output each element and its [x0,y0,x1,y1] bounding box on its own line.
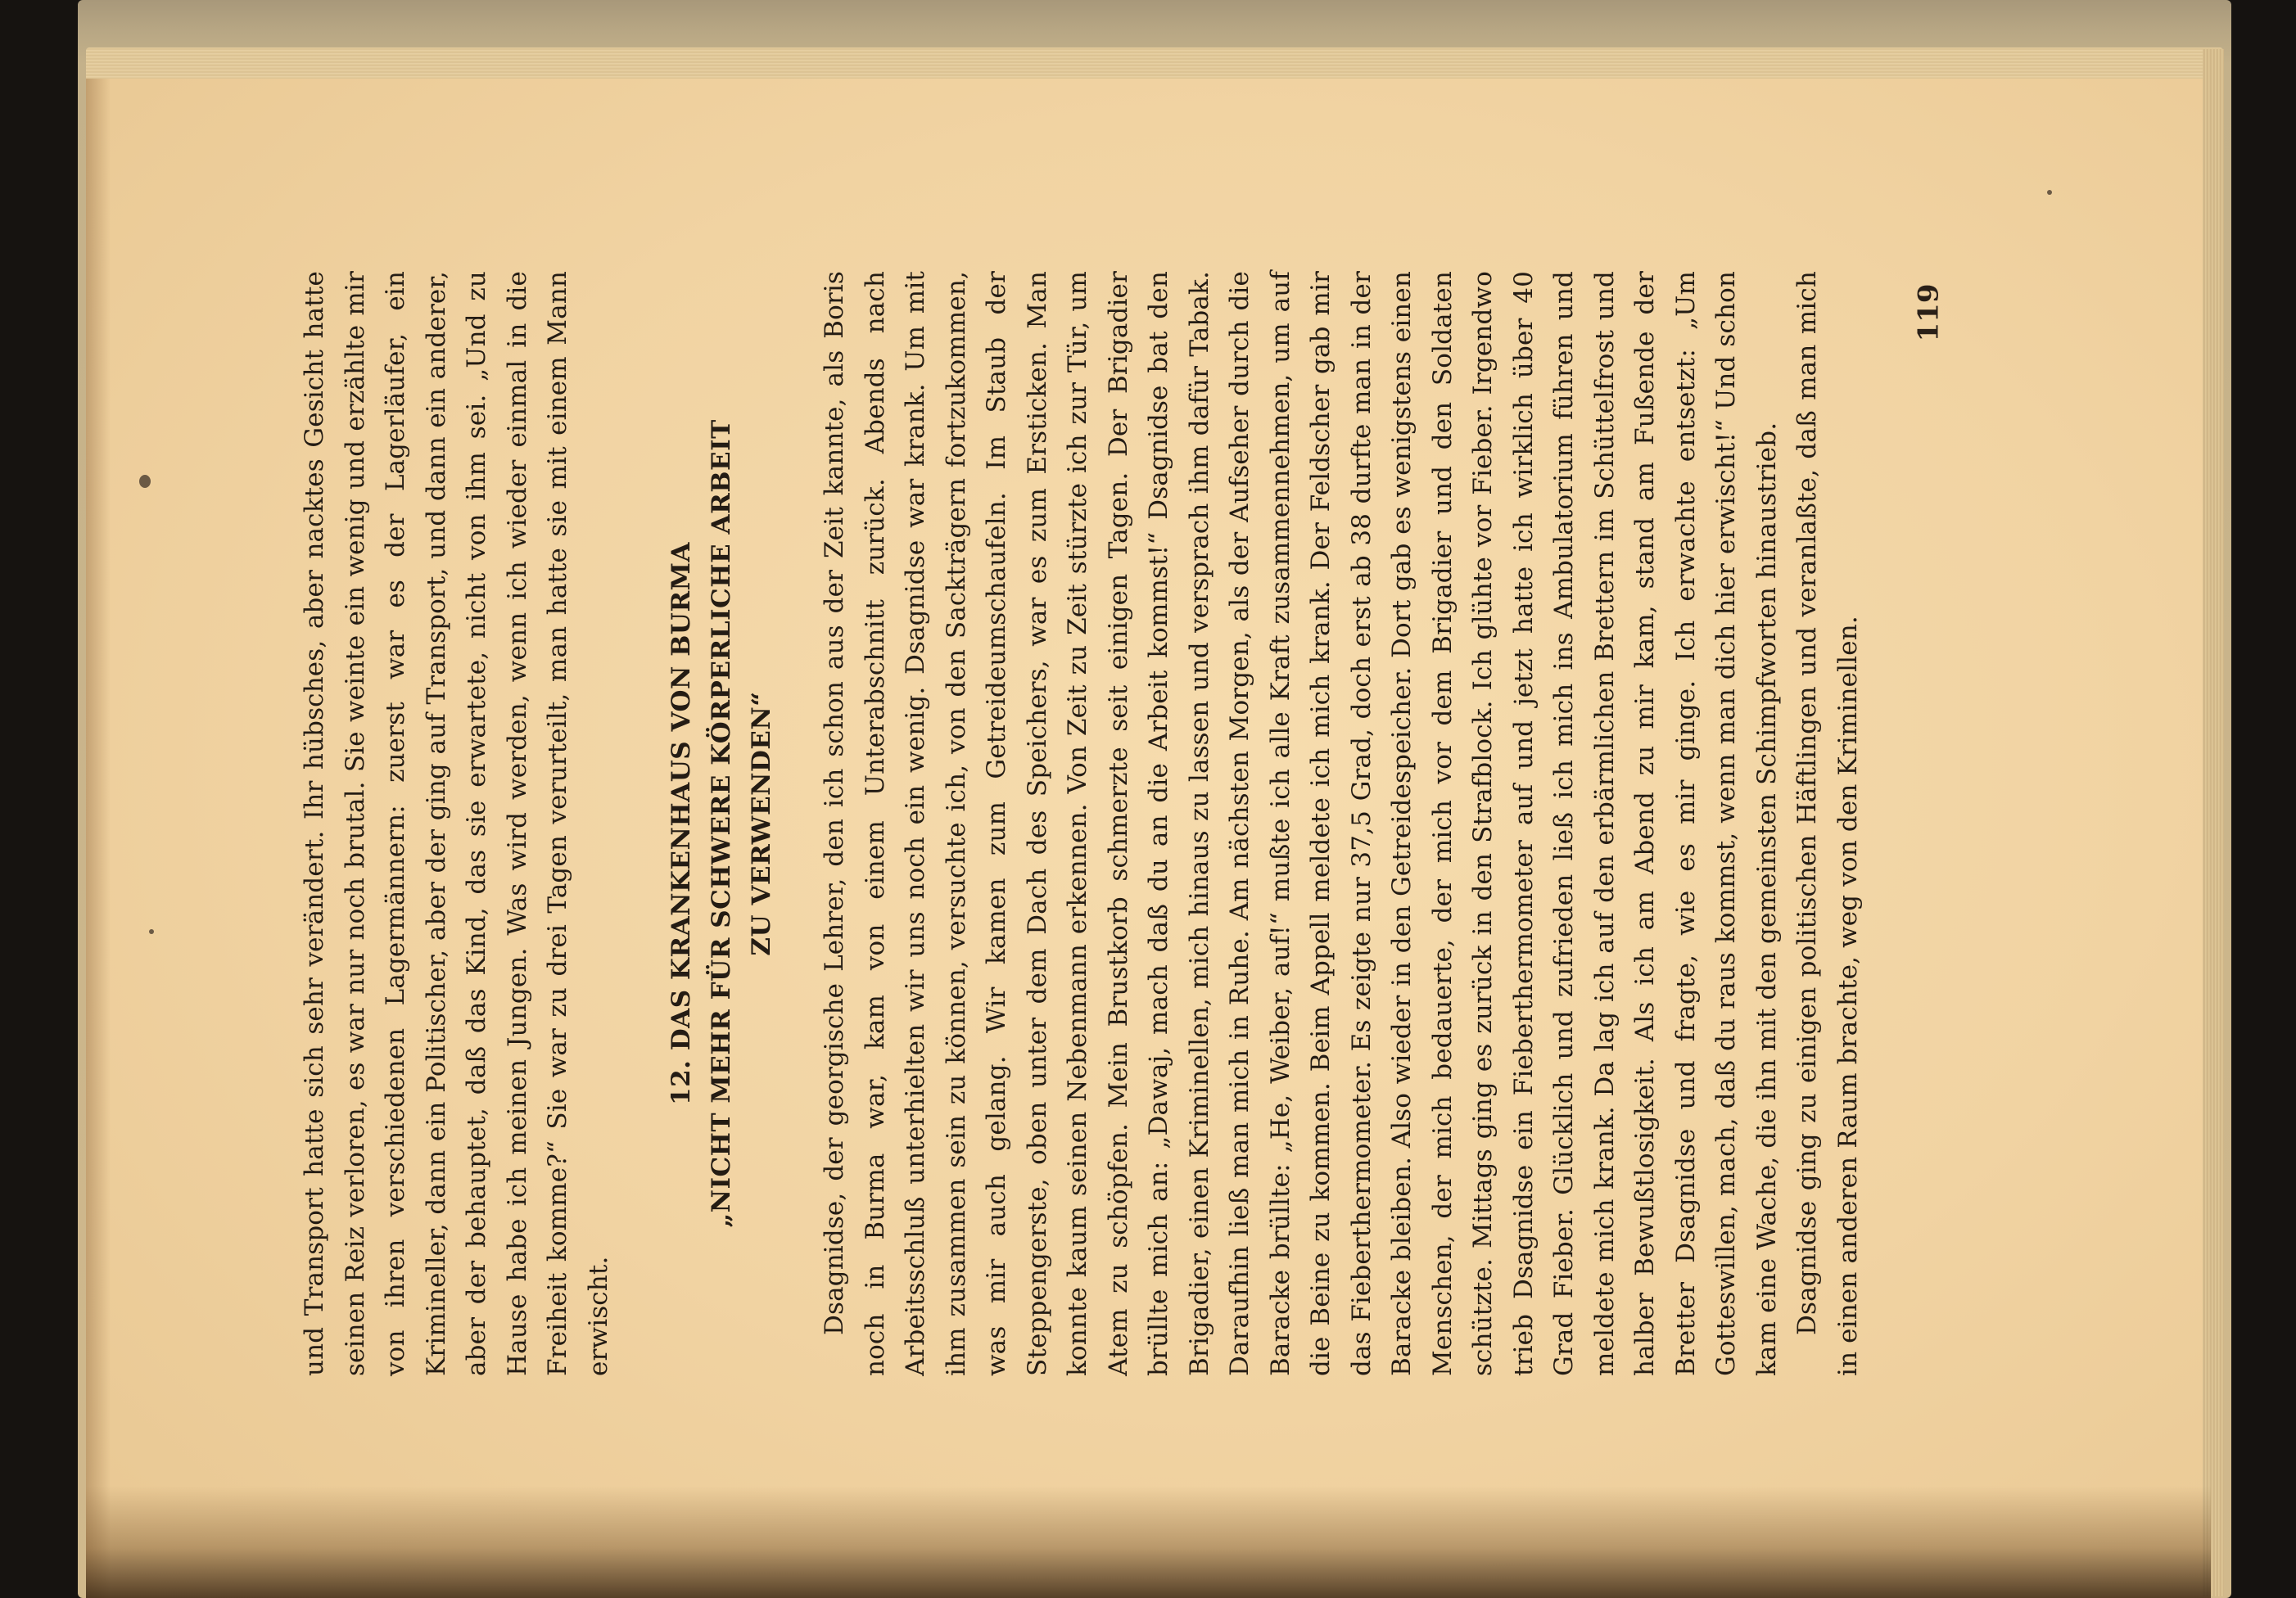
book-gutter [86,1486,2211,1598]
paper-speck [2047,190,2052,195]
paragraph: Dsagnidse ging zu einigen politischen Häftlingen und veranlaßte, daß man mich in einen anderen Raum brachte, weg von den Kriminellen. [1792,271,1863,1376]
rotated-text-block [295,271,1891,1376]
chapter-title: 12. DAS KRANKENHAUS VON BURMA [667,542,696,1105]
paragraph-continued: und Transport hatte sich sehr verändert. Ihr hübsches, aber nacktes Gesicht hatte seinen Reiz verloren, es war nur noch brutal. Sie weinte ein wenig und erzählte mir von ihren verschiedenen Lagermännern: zuerst war es der Lagerläufer, ein Krimineller, dann ein Politischer, aber der ging auf Transport, und dann ein anderer, aber der behauptet, daß das Kind, das sie erwartete, nicht von ihm sei. „Und zu Hause habe ich meinen Jungen. Was wird werden, wenn ich wieder einmal in die Freiheit komme?“ Sie war zu drei Tagen verurteilt, man hatte sie mit einem Mann erwischt. [300,271,613,1376]
page-shadow [86,79,111,1598]
paragraph: Dsagnidse, der georgische Lehrer, den ich schon aus der Zeit kannte, als Boris noch in Burma war, kam von einem Unterabschnitt zurück. Abends nach Arbeitsschluß unterhielten wir uns noch ein wenig. Dsagnidse war krank. Um mit ihm zusammen sein zu können, versuchte ich, von den Sackträgern fortzukommen, was mir auch gelang. Wir kamen zum Getreideumschaufeln. Im Staub der Steppengerste, oben unter dem Dach des Speichers, war es zum Ersticken. Man konnte kaum seinen Nebenmann erkennen. Von Zeit zu Zeit stürzte ich zur Tür, um Atem zu schöpfen. Mein Brustkorb schmerzte seit einigen Tagen. Der Brigadier brüllte mich an: „Dawaj, mach daß du an die Arbeit kommst!“ Dsagnidse bat den Brigadier, einen Kriminellen, mich hinaus zu lassen und versprach ihm dafür Tabak. Daraufhin ließ man mich in Ruhe. Am nächsten Morgen, als der Aufseher durch die Baracke brüllte: „He, Weiber, auf!“ mußte ich alle Kraft zusammennehmen, um auf die Beine zu kommen. Beim Appell meldete ich mich krank. Der Feldscher gab mir das Fieberthermometer. Es zeigte nur 37,5 Grad, doch erst ab 38 durfte man in der Baracke bleiben. Also wieder in den Getreidespeicher. Dort gab es wenigstens einen Menschen, der mich bedauerte, der mich vor dem Brigadier und den Soldaten schützte. Mittags ging es zurück in den Strafblock. Ich glühte vor Fieber. Irgendwo trieb Dsagnidse ein Fieberthermometer auf und jetzt hatte ich wirklich über 40 Grad Fieber. Glücklich und zufrieden ließ ich mich ins Ambulatorium führen und meldete mich krank. Da lag ich auf den erbärmlichen Brettern im Schüttelfrost und halber Bewußtlosigkeit. Als ich am Abend zu mir kam, stand am Fußende der Bretter Dsagnidse und fragte, wie es mir ginge. Ich erwachte entsetzt: „Um Gotteswillen, mach, daß du raus kommst, wenn man dich hier erwischt!“ Und schon kam eine Wache, die ihn mit den gemeinsten Schimpfworten hinaustrieb. [820,271,1782,1376]
paper-speck [149,929,154,934]
page-number: 119 [1912,283,1946,342]
chapter-subtitle-line1: „NICHT MEHR FÜR SCHWERE KÖRPERLICHE ARBEIT [707,419,736,1228]
page-stack-right-edge [2203,49,2224,1596]
chapter-subtitle-line2: ZU VERWENDEN“ [747,691,776,956]
scan-background-right [2222,0,2296,1598]
paper-speck [139,475,151,488]
chapter-heading [662,271,782,1376]
scan-background-left [0,0,90,1598]
